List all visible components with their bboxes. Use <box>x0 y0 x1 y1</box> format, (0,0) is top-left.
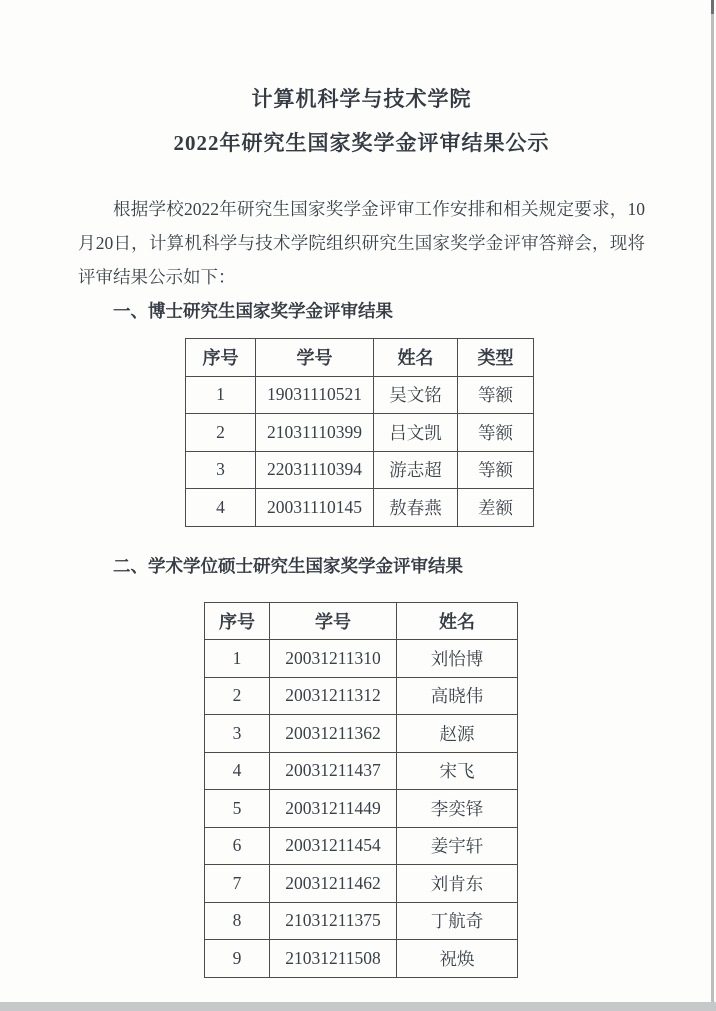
table-cell: 21031211375 <box>270 902 397 940</box>
table-cell: 1 <box>205 640 270 678</box>
table-row <box>205 640 518 678</box>
intro-paragraph: 根据学校2022年研究生国家奖学金评审工作安排和相关规定要求，10月20日，计算机科学与技术学院组织研究生国家奖学金评审答辩会，现将评审结果公示如下： <box>78 199 645 287</box>
table-row <box>205 715 518 753</box>
table-cell: 20031211449 <box>270 790 397 828</box>
table-cell: 游志超 <box>374 451 458 489</box>
table-cell: 敖春燕 <box>374 489 458 527</box>
table-cell: 等额 <box>458 451 534 489</box>
table-cell: 20031110145 <box>256 489 374 527</box>
table-cell: 8 <box>205 902 270 940</box>
table-cell: 2 <box>205 677 270 715</box>
doctoral-results-table <box>185 338 534 527</box>
table-row <box>186 414 534 452</box>
table-row <box>205 752 518 790</box>
table-cell: 5 <box>205 790 270 828</box>
table-row <box>186 451 534 489</box>
table-cell: 丁航奇 <box>397 902 518 940</box>
table-cell: 20031211462 <box>270 865 397 903</box>
doctoral-table-body <box>186 376 534 526</box>
column-header: 序号 <box>186 339 256 377</box>
table-cell: 2 <box>186 414 256 452</box>
table-cell: 祝焕 <box>397 940 518 978</box>
column-header: 类型 <box>458 339 534 377</box>
table-cell: 刘怡博 <box>397 640 518 678</box>
table-cell: 等额 <box>458 376 534 414</box>
table-row <box>205 827 518 865</box>
table-cell: 差额 <box>458 489 534 527</box>
masters-table-header <box>205 602 518 640</box>
table-row <box>186 489 534 527</box>
column-header: 学号 <box>270 602 397 640</box>
column-header: 序号 <box>205 602 270 640</box>
table-cell: 高晓伟 <box>397 677 518 715</box>
document-title-line2: 2022年研究生国家奖学金评审结果公示 <box>173 131 550 155</box>
table-cell: 3 <box>186 451 256 489</box>
table-cell: 等额 <box>458 414 534 452</box>
table-row <box>205 940 518 978</box>
doctoral-table-header <box>186 339 534 377</box>
table-cell: 4 <box>205 752 270 790</box>
section1-heading: 一、博士研究生国家奖学金评审结果 <box>113 301 393 321</box>
table-cell: 20031211362 <box>270 715 397 753</box>
table-cell: 刘肯东 <box>397 865 518 903</box>
column-header: 姓名 <box>374 339 458 377</box>
table-cell: 1 <box>186 376 256 414</box>
table-header-row <box>186 339 534 377</box>
table-cell: 7 <box>205 865 270 903</box>
column-header: 姓名 <box>397 602 518 640</box>
column-header: 学号 <box>256 339 374 377</box>
section2-heading: 二、学术学位硕士研究生国家奖学金评审结果 <box>113 555 463 576</box>
table-cell: 4 <box>186 489 256 527</box>
document-title-line1: 计算机科学与技术学院 <box>251 87 472 111</box>
table-cell: 21031110399 <box>256 414 374 452</box>
table-row <box>186 376 534 414</box>
table-cell: 李奕铎 <box>397 790 518 828</box>
table-header-row <box>205 602 518 640</box>
table-cell: 赵源 <box>397 715 518 753</box>
table-row <box>205 790 518 828</box>
scan-edge-right <box>711 0 714 1002</box>
table-cell: 21031211508 <box>270 940 397 978</box>
table-row <box>205 865 518 903</box>
table-row <box>205 902 518 940</box>
table-cell: 6 <box>205 827 270 865</box>
table-cell: 20031211454 <box>270 827 397 865</box>
table-cell: 19031110521 <box>256 376 374 414</box>
table-cell: 吴文铭 <box>374 376 458 414</box>
scan-edge-bottom <box>0 1002 716 1011</box>
table-cell: 9 <box>205 940 270 978</box>
masters-table-body <box>205 640 518 978</box>
table-cell: 22031110394 <box>256 451 374 489</box>
table-cell: 宋飞 <box>397 752 518 790</box>
table-cell: 20031211312 <box>270 677 397 715</box>
table-row <box>205 677 518 715</box>
masters-results-table <box>204 602 518 978</box>
table-cell: 20031211310 <box>270 640 397 678</box>
table-cell: 姜宇轩 <box>397 827 518 865</box>
table-cell: 20031211437 <box>270 752 397 790</box>
table-cell: 吕文凯 <box>374 414 458 452</box>
table-cell: 3 <box>205 715 270 753</box>
